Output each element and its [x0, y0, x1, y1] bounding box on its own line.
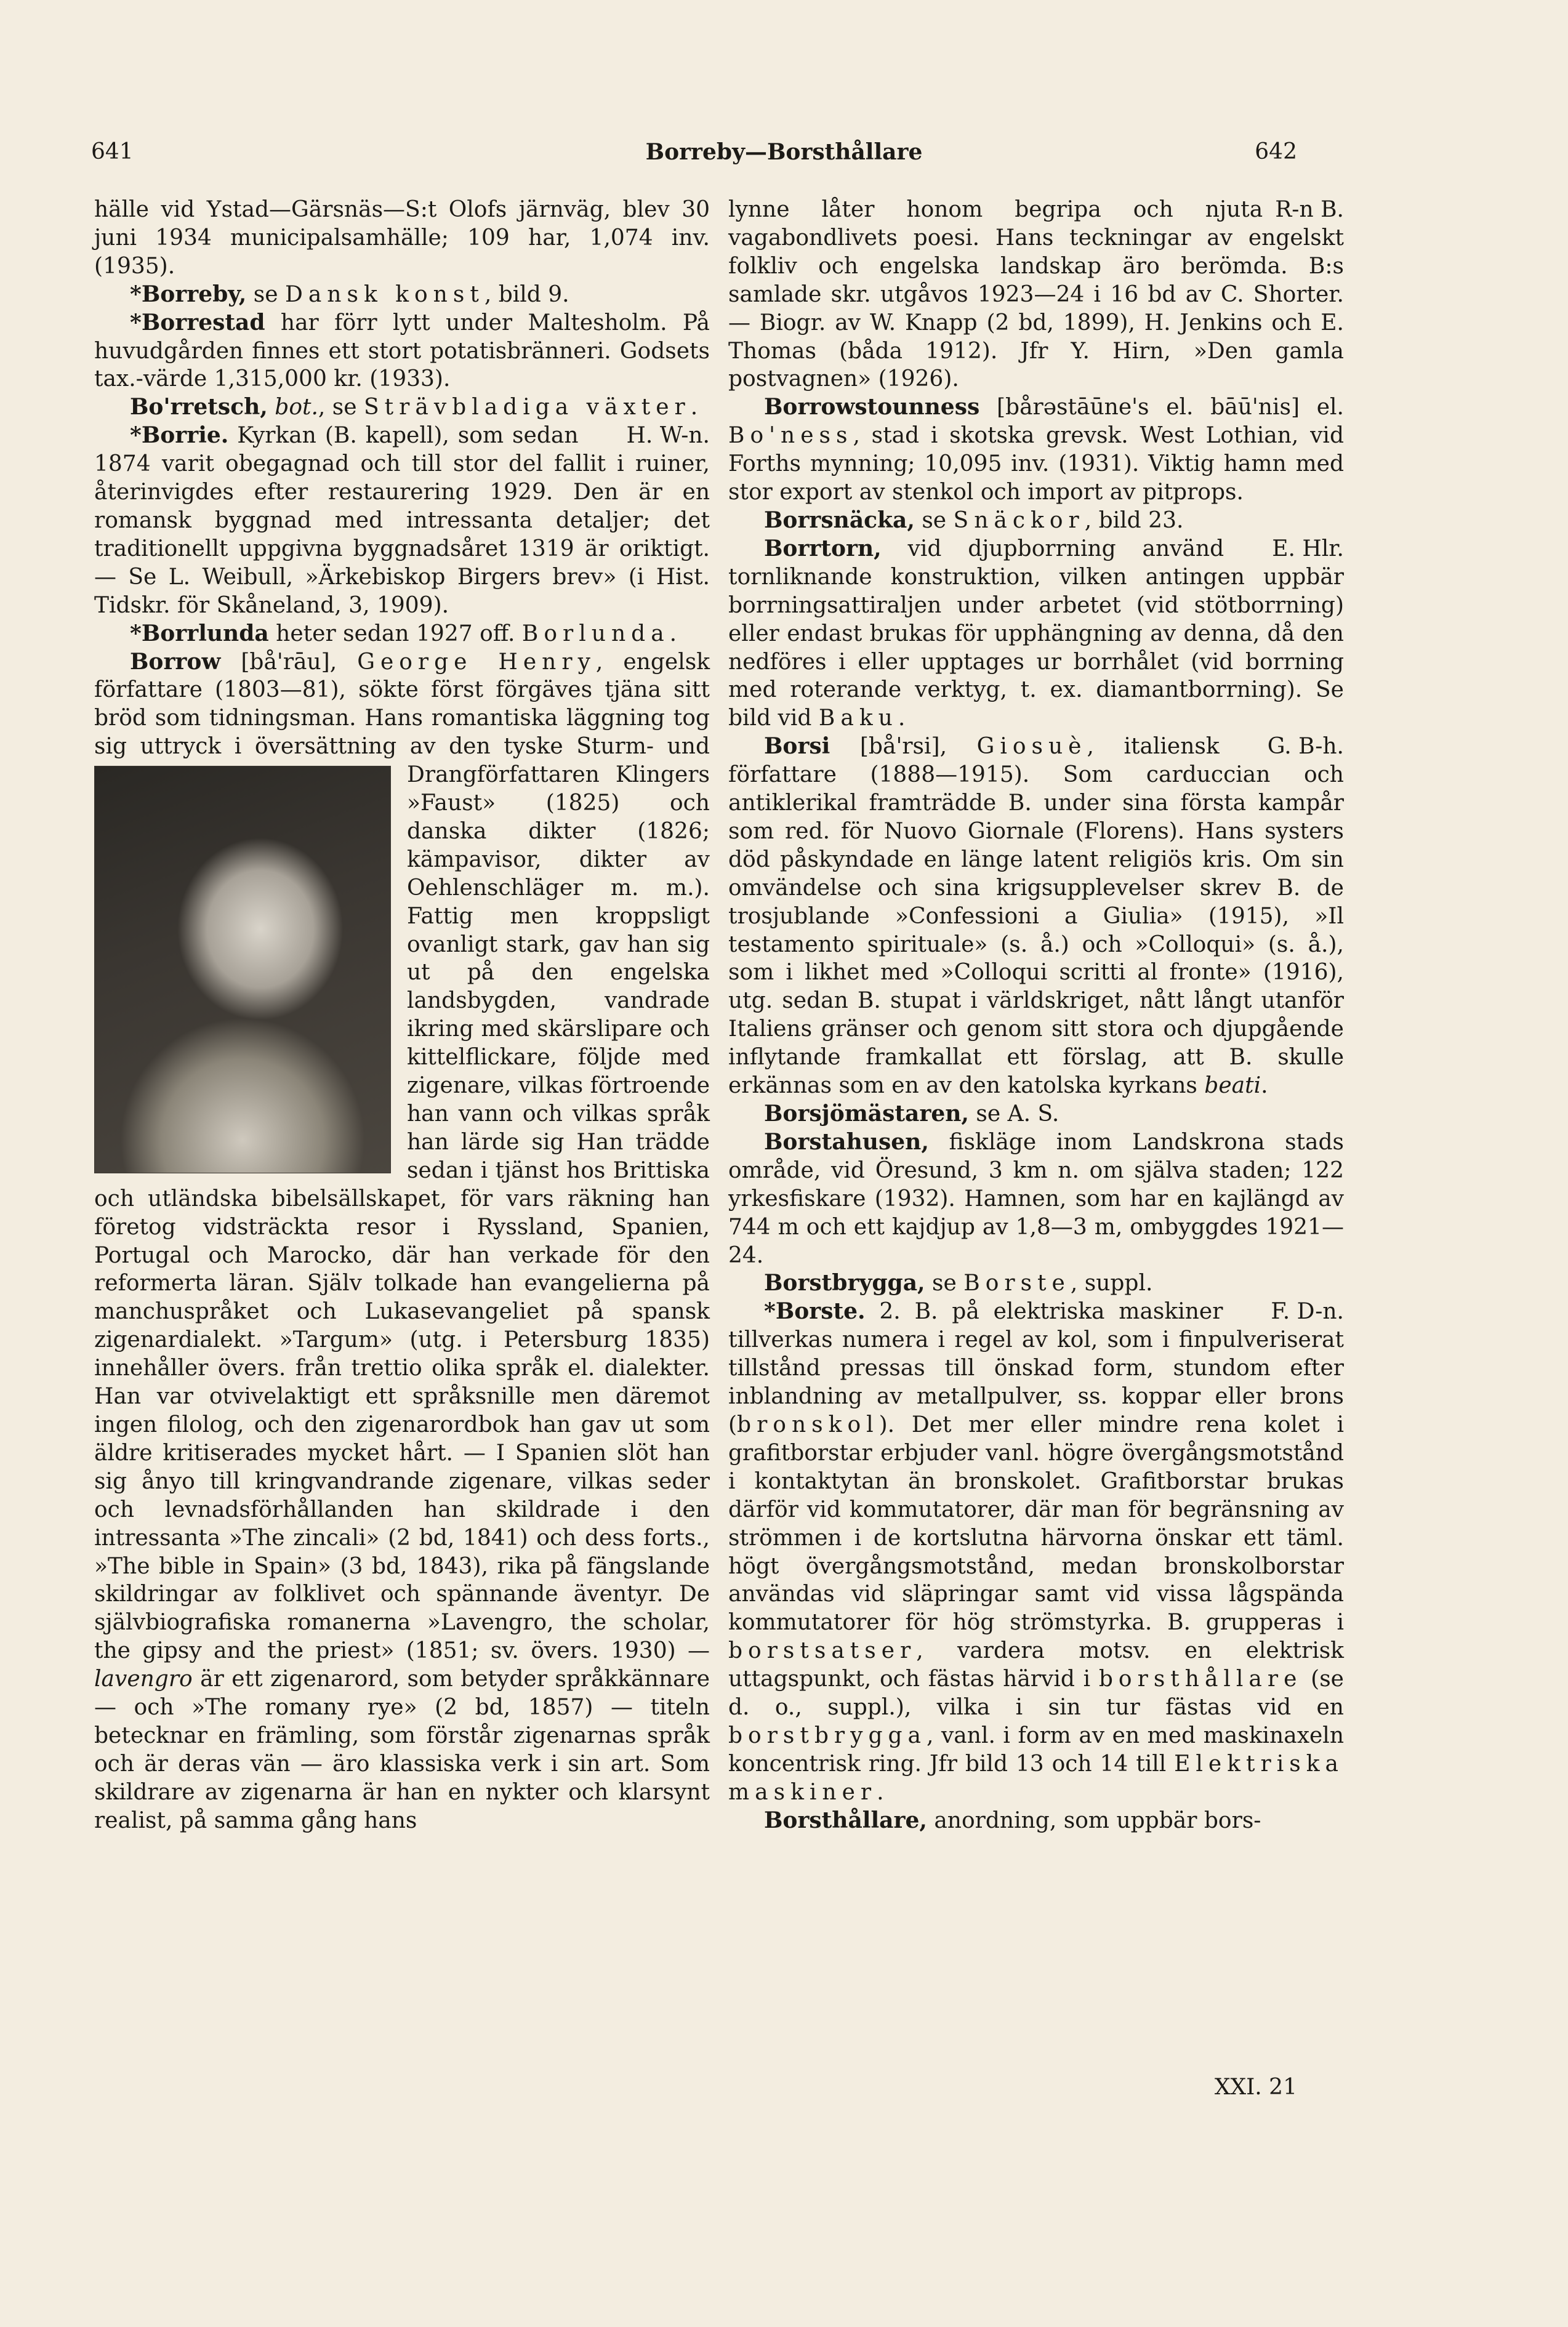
entry-text: .: [669, 621, 677, 646]
portrait-photo: [94, 766, 391, 1173]
entry-text: fiskläge inom Landskrona stads område, vid Öresund, 3 km n. om själva staden; 122 yrkesfiskare (1932). Hamnen, som har en kajlängd av 744 m och ett kajdjup av 1,8—3 m, ombyggdes 1921—24.: [728, 1129, 1344, 1268]
entry-borrow: Borrow [bå'rāu], George Henry, engelsk författare (1803—81), sökte först förgäves tjäna sitt bröd som tidningsman. Hans romantiska läggning tog sig uttryck i översättning av den tyske Sturm- und Drangförfattaren Kling ers »Faust» (1825) och danska dikter (1826; kämpavisor, dikter av Oehlenschläger m. m.). Fattig men kroppsligt ovanligt stark, gav han sig ut på den engelska landsbygden, vandrade ikring med skärslipare och kittelflickare, följde med zigenare, vilkas förtroende han vann och vilkas språk han lärde sig Han trädde sedan i tjänst hos Brittiska och utländska bibelsällskapet, för vars räkning han företog vidsträckta resor i Ryssland, Spanien, Portugal och Marocko, där han verkade för den reformerta läran. Själv tolkade han evangelierna på manchuspråket och Lukasevangeliet på spansk zigenardialekt. »Targum» (utg. i Petersburg 1835) innehåller övers. från trettio olika språk el. dialekter. Han var otvivelaktigt ett språksnille men däremot ingen filolog, och den zigenarordbok han gav ut som äldre kritiserades mycket hårt. — I Spanien slöt han sig ånyo till kringvandrande zigenare, vilkas seder och levnadsförhållanden han skildrade i den intressanta »The zincali» (2 bd, 1841) och dess forts., »The bible in Spain» (3 bd, 1843), rika på fängslande skildringar av folklivet och spännande äventyr. De självbiografiska romanerna »Lavengro, the scholar, the gipsy and the priest» (1851; sv. övers. 1930) — lavengro är ett zigenarord, som betyder språkkännare — och »The romany rye» (2 bd, 1857) — titeln betecknar en främling, som förstår zigenarnas språk och är deras vän — äro klassiska verk i sin art. Som skildrare av zigenarna är han en nykter och klarsynt realist, på samma gång hans: [94, 648, 710, 1833]
entry-text: se: [914, 507, 954, 533]
left-page-number: 641: [91, 139, 134, 164]
entry-text: anordning, som uppbär bors-: [927, 1807, 1261, 1833]
entry-text: , vardera motsv. en elektrisk uttagspunkt, och fästas härvid i: [728, 1638, 1344, 1692]
left-entry-4: [94, 422, 710, 619]
entry-term: Borrow: [130, 648, 221, 675]
right-entry-8: [728, 1298, 1344, 1806]
cross-reference: borstbrygga: [728, 1722, 927, 1748]
entry-text: [bå'rsi],: [830, 734, 977, 760]
right-column: [728, 196, 1344, 1835]
cross-reference: Baku: [818, 705, 898, 731]
entry-text: , bild 9.: [484, 281, 569, 307]
author-signature: E. Hlr.: [1272, 536, 1344, 561]
entry-text: , italiensk författare (1888—1915). Som carduccian och antiklerikal framträdde B. under sina första kampår som red. för Nuovo Giornale (Florens). Hans systers död påskyndade en länge latent religiös kris. Om sin omvändelse och sina krigsupplevelser skrev B. de trosjublande »Confessioni a Giulia» (1915), »Il testamento spirituale» (s. å.) och »Colloqui» (s. å.), som i likhet med »Colloqui scritti al fronte» (1916), utg. sedan B. stupat i världskriget, nått långt utanför Italiens gränser och genom sitt stora och djupgående inflytande framkallat ett förslag, att B. skulle erkännas som en av den katolska kyrkans: [728, 734, 1344, 1099]
entry-term: Borrowstounness: [764, 394, 980, 420]
left-entry-0: [94, 196, 710, 281]
entry-text: .: [898, 705, 906, 731]
entry-term: *Borreby,: [130, 281, 247, 307]
entry-term: Bo'rretsch,: [130, 394, 268, 420]
entry-text: se: [925, 1271, 964, 1296]
right-entry-9: [728, 1807, 1344, 1835]
entry-term: *Borrestad: [130, 309, 265, 336]
entry-text: .: [877, 1779, 884, 1805]
author-signature: R-n B.: [1275, 197, 1344, 222]
cross-reference: borstsatser: [728, 1638, 917, 1664]
entry-text: .: [1261, 1073, 1268, 1099]
left-entry-1: [94, 281, 710, 309]
cross-reference: Giosuè: [976, 734, 1087, 760]
cross-reference: Strävbladiga växter: [364, 395, 691, 420]
person-name: George Henry: [357, 649, 596, 675]
cross-reference: Borlunda: [521, 621, 670, 646]
volume-signature: XXI. 21: [1214, 2075, 1297, 2100]
entry-text: hälle vid Ystad—Gärsnäs—S:t Olofs järnväg, blev 30 juni 1934 municipalsamhälle; 109 har, 1,074 inv. (1935).: [94, 197, 710, 279]
entry-text: se: [246, 281, 285, 307]
entry-text: 2. B. på elektriska maskiner tillverkas numera i regel av kol, som i finpulveriserat tillstånd pressas till önskad form, stundom efter inblandning av metallpulver, ss. koppar eller brons (: [728, 1299, 1344, 1437]
left-column: [94, 196, 710, 1835]
entry-text: , stad i skotska grevsk. West Lothian, vid Forths mynning; 10,095 inv. (1931). Viktig hamn med stor export av stenkol och import av pitprops.: [728, 423, 1344, 505]
entry-term: Borstbrygga,: [764, 1270, 925, 1296]
entry-term: *Borrlunda: [130, 620, 269, 646]
right-entry-5: [728, 1100, 1344, 1128]
right-page-number: 642: [1255, 139, 1297, 164]
entry-term: Borsthållare,: [764, 1807, 927, 1833]
entry-text: (se d. o., suppl.), vilka i sin tur fästas vid en: [728, 1666, 1344, 1721]
author-signature: H. W-n.: [626, 423, 710, 449]
right-entry-0: [728, 196, 1344, 393]
right-entry-7: [728, 1269, 1344, 1298]
entry-text: vid djupborrning använd tornliknande konstruktion, vilken antingen uppbär borrningsattiraljen under arbetet (vid stötborrning) eller endast brukas för upphängning av denna, då den nedföres i eller upptages ur borrhålet (vid borrning med roterande verktyg, t. ex. diamantborrning). Se bild vid: [728, 536, 1344, 731]
entry-term: Borrtorn,: [764, 535, 882, 561]
entry-term: Borrsnäcka,: [764, 507, 915, 533]
entry-text: lynne låter honom begripa och njuta vagabondlivets poesi. Hans teckningar av engelskt folkliv och engelska landskap äro berömda. B:s samlade skr. utgåvos 1923—24 i 16 bd av C. Shorter. — Biogr. av W. Knapp (2 bd, 1899), H. Jenkins och E. Thomas (båda 1912). Jfr Y. Hirn, »Den gamla postvagnen» (1926).: [728, 197, 1344, 392]
entry-term: *Borrie.: [130, 422, 229, 449]
right-entry-6: [728, 1128, 1344, 1270]
cross-reference: Dansk konst: [284, 281, 484, 307]
entry-text: , suppl.: [1070, 1271, 1153, 1296]
entry-text: , bild 23.: [1084, 507, 1184, 533]
right-entry-1: [728, 393, 1344, 507]
entry-text: [bårəstāūne's el. bāū'nis] el.: [979, 395, 1344, 420]
entry-text: heter sedan 1927 off.: [268, 621, 522, 646]
author-signature: G. B-h.: [1267, 734, 1344, 760]
cross-reference: Borste: [963, 1271, 1071, 1296]
author-signature: F. D-n.: [1271, 1299, 1344, 1325]
cross-reference: Elektriska maskiner: [728, 1751, 1344, 1805]
left-entry-2: [94, 309, 710, 394]
entry-text: Kyrkan (B. kapell), som sedan 1874 varit obegagnad och till stor del fallit i ruiner, återinvigdes efter restaurering 1929. Den är en romansk byggnad med intressanta detaljer; det traditionellt uppgivna byggnadsåret 1319 är oriktigt. — Se L. Weibull, »Ärkebiskop Birgers brev» (i Hist. Tidskr. för Skåneland, 3, 1909).: [94, 423, 710, 618]
cross-reference: borsthållare: [1098, 1666, 1303, 1692]
latin-term: beati: [1204, 1073, 1261, 1099]
left-entry-3: [94, 393, 710, 422]
cross-reference: bronskol: [737, 1412, 879, 1437]
entry-text: ers »Faust» (1825) och danska dikter (1826; kämpavisor, dikter av Oehlenschläger m. m.). Fattig men kroppsligt ovanligt stark, gav han sig ut på den engelska landsbygden, vandrade ikring med skärslipare och kittelflickare, följde med zigenare, vilkas förtroende han vann och vilkas språk han lärde sig Han trädde sedan i tjänst hos Brittiska och utländska bibelsällskapet, för vars räkning han företog vidsträckta resor i Ryssland, Spanien, Portugal och Marocko, där han verkade för den reformerta läran. Själv tolkade han evangelierna på manchuspråket och Lukasevangeliet på spansk zigenardialekt. »Targum» (utg. i Petersburg 1835) innehåller övers. från trettio olika språk el. dialekter. Han var otvivelaktigt ett språksnille men däremot ingen filolog, och den zigenarordbok han gav ut som äldre kritiserades mycket hårt. — I Spanien slöt han sig ånyo till kringvandrande zigenare, vilkas seder och levnadsförhållanden han skildrade i den intressanta »The zincali» (2 bd, 1841) och dess forts., »The bible in Spain» (3 bd, 1843), rika på fängslande skildringar av folklivet och spännande äventyr. De självbiografiska romanerna »Lavengro, the scholar, the gipsy and the priest» (1851; sv. övers. 1930) —: [94, 762, 710, 1664]
entry-text: se A. S.: [968, 1101, 1059, 1127]
running-title: Borreby—Borsthållare: [645, 139, 923, 165]
entry-text: har förr lytt under Maltesholm. På huvudgården finnes ett stort potatisbränneri. Godsets tax.-värde 1,315,000 kr. (1933).: [94, 310, 710, 392]
cross-reference: Bo'ness: [728, 423, 853, 449]
right-entry-2: [728, 507, 1344, 535]
cross-reference: Snäckor: [953, 507, 1085, 533]
entry-text: .: [690, 395, 698, 420]
entry-text: , vanl. i form av en med maskinaxeln koncentrisk ring. Jfr bild 13 och 14 till: [728, 1722, 1344, 1777]
entry-text: , se: [318, 395, 364, 420]
right-entry-3: [728, 535, 1344, 733]
entry-term: Borstahusen,: [764, 1128, 929, 1155]
entry-text: ). Det mer eller mindre rena kolet i grafitborstar erbjuder vanl. högre övergångsmotstånd i kontaktytan än bronskolet. Grafitborstar brukas därför vid kommutatorer, där man för begränsning av strömmen i de kortslutna härvorna önskar ett täml. högt övergångsmotstånd, medan bronskolborstar användas vid släpringar samt vid vissa lågspända kommutatorer för hög strömstyrka. B. grupperas i: [728, 1412, 1344, 1636]
field-label: bot.: [267, 395, 318, 420]
entry-term: Borsjömästaren,: [764, 1101, 969, 1127]
left-entry-5: [94, 620, 710, 648]
right-entry-4: [728, 733, 1344, 1100]
entry-term: Borsi: [764, 733, 830, 760]
entry-term: *Borste.: [764, 1298, 866, 1325]
